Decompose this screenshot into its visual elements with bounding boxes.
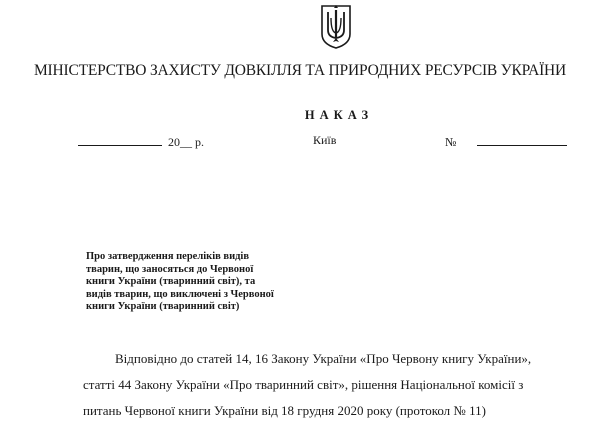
date-blank-line[interactable] xyxy=(78,133,162,146)
number-label: № xyxy=(445,135,457,149)
date-year-suffix: 20__ р. xyxy=(168,135,204,149)
subject-line: тварин, що заносяться до Червоної xyxy=(86,263,254,275)
order-meta-row xyxy=(0,133,600,151)
order-date xyxy=(78,133,204,150)
body-line: Відповідно до статей 14, 16 Закону України «Про Червону книгу України», xyxy=(115,351,532,366)
subject-line: книги України (тваринний світ), та xyxy=(86,276,256,287)
order-title: НАКАЗ xyxy=(304,108,374,122)
subject-line: Про затвердження переліків видів xyxy=(86,251,250,262)
ministry-name: МІНІСТЕРСТВО ЗАХИСТУ ДОВКІЛЛЯ ТА ПРИРОДНИХ РЕСУРСІВ УКРАЇНИ xyxy=(33,62,567,79)
order-city: Київ xyxy=(313,133,337,147)
subject-line: видів тварин, що виключені з Червоної xyxy=(86,288,274,300)
subject-line: книги України (тваринний світ) xyxy=(86,301,240,312)
order-subject xyxy=(86,251,316,314)
number-blank-line[interactable] xyxy=(477,133,567,146)
body-line: статті 44 Закону України «Про тваринний світ», рішення Національної комісії з xyxy=(83,377,524,392)
body-line: питань Червоної книги України від 18 грудня 2020 року (протокол № 11) xyxy=(83,403,486,418)
order-body xyxy=(83,346,593,424)
tryzub-emblem-icon xyxy=(319,4,353,50)
order-number xyxy=(445,133,567,150)
